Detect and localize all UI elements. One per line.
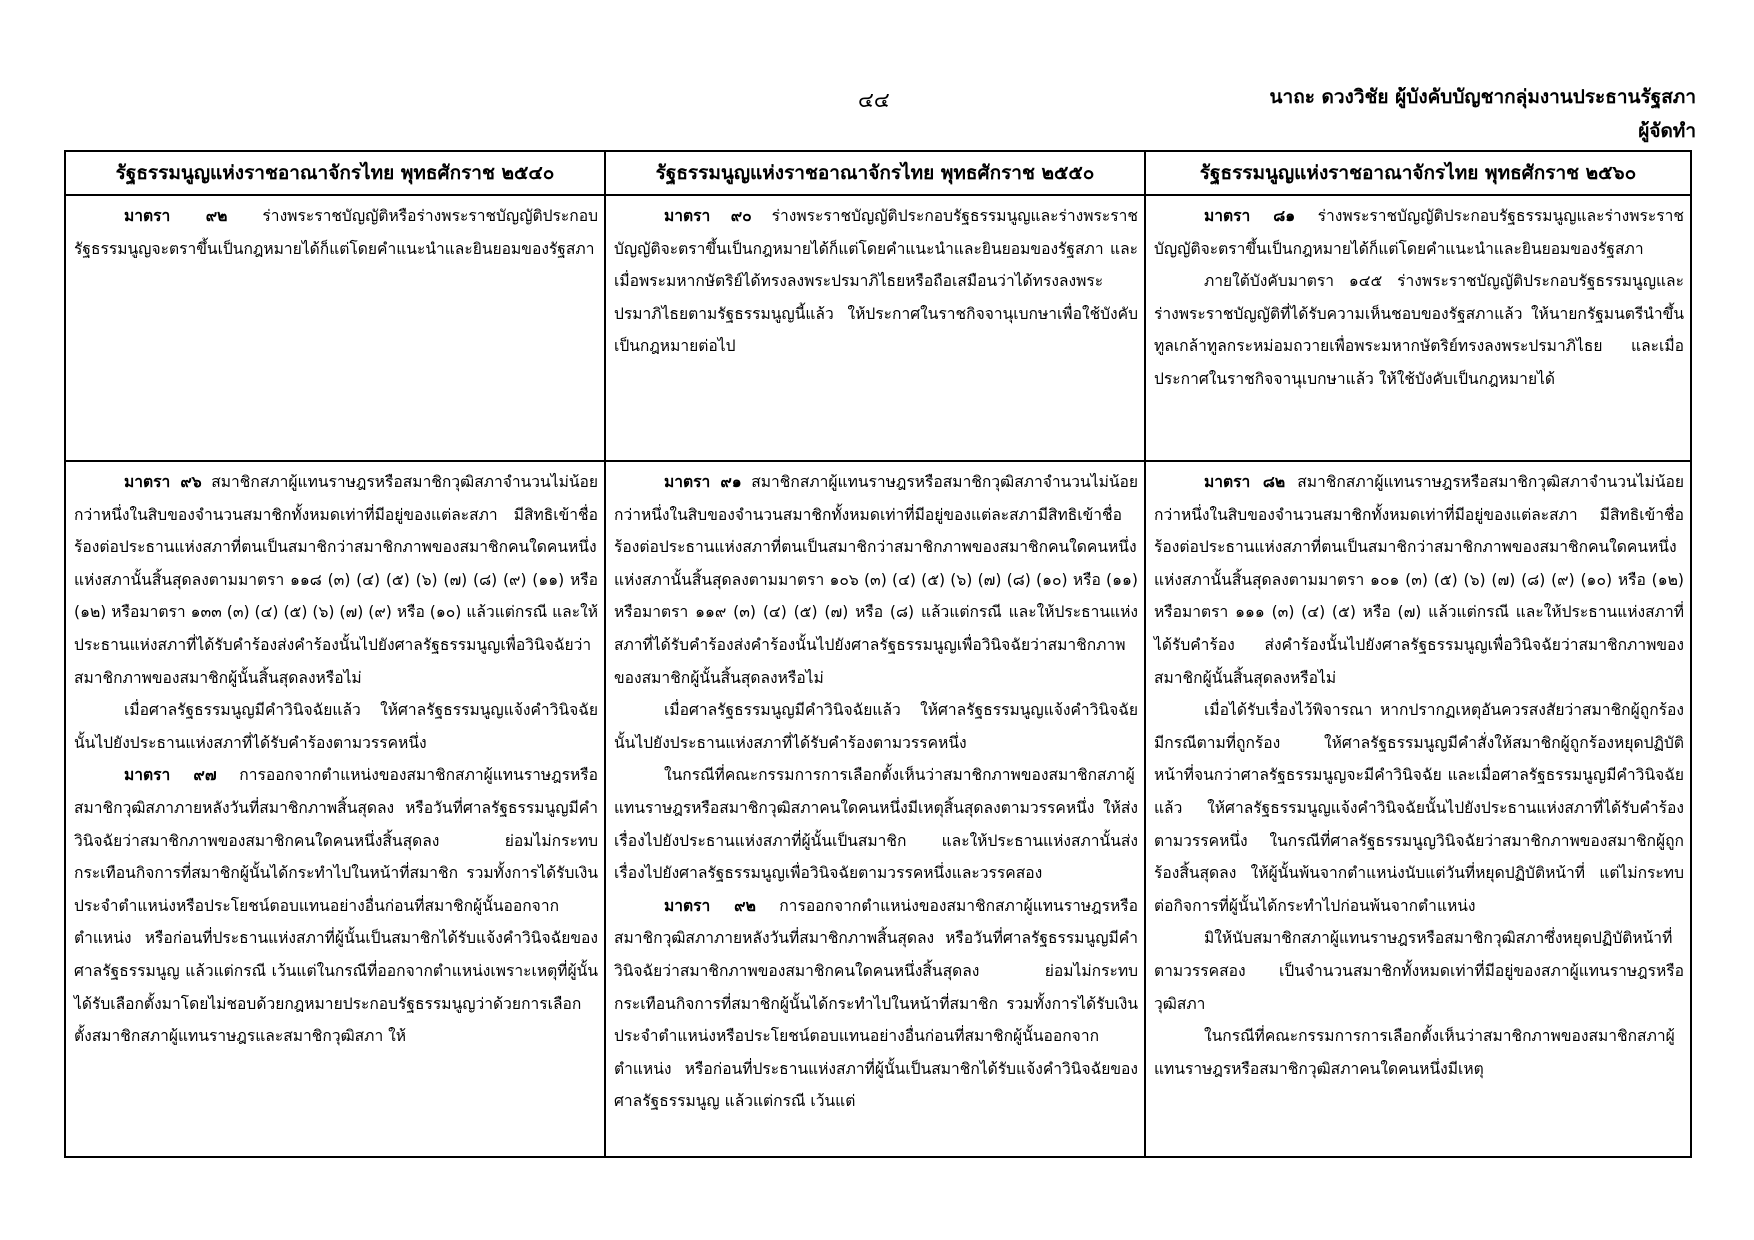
table-row: [65, 195, 1691, 461]
table-header-row: [65, 151, 1691, 195]
section-text: ร่างพระราชบัญญัติหรือร่างพระราชบัญญัติประกอบรัฐธรรมนูญจะตราขึ้นเป็นกฎหมายได้ก็แต่โดยคำแนะนำและยินยอมของรัฐสภา: [74, 207, 598, 258]
paragraph: ในกรณีที่คณะกรรมการการเลือกตั้งเห็นว่าสมาชิกภาพของสมาชิกสภาผู้แทนราษฎรหรือสมาชิกวุฒิสภาคนใดคนหนึ่งมีเหตุสิ้นสุดลงตามวรรคหนึ่ง ให้ส่งเรื่องไปยังประธานแห่งสภาที่ผู้นั้นเป็นสมาชิก และให้ประธานแห่งสภานั้นส่งเรื่องไปยังศาลรัฐธรรมนูญเพื่อวินิจฉัยตามวรรคหนึ่งและวรรคสอง: [614, 766, 1138, 883]
section-text: ร่างพระราชบัญญัติประกอบรัฐธรรมนูญและร่างพระราชบัญญัติจะตราขึ้นเป็นกฎหมายได้ก็แต่โดยคำแนะนำและยินยอมของรัฐสภา และเมื่อพระมหากษัตริย์ได้ทรงลงพระปรมาภิไธยหรือถือเสมือนว่าได้ทรงลงพระปรมาภิไธยตามรัฐธรรมนูญนี้แล้ว ให้ประกาศในราชกิจจานุเบกษาเพื่อใช้บังคับเป็นกฎหมายต่อไป: [614, 207, 1138, 356]
paragraph: มิให้นับสมาชิกสภาผู้แทนราษฎรหรือสมาชิกวุฒิสภาซึ่งหยุดปฏิบัติหน้าที่ตามวรรคสอง เป็นจำนวนสมาชิกทั้งหมดเท่าที่มีอยู่ของสภาผู้แทนราษฎรหรือวุฒิสภา: [1154, 929, 1684, 1013]
section-paragraph: [1154, 200, 1684, 265]
cell-2550: [605, 195, 1145, 461]
section-label: มาตรา ๙๖: [124, 473, 202, 491]
section-label: มาตรา ๙๒: [664, 896, 756, 915]
comparison-table: [64, 150, 1692, 1158]
cell-2560: [1145, 195, 1691, 461]
section-label: มาตรา ๘๑: [1204, 207, 1296, 225]
cell-2540: [65, 461, 605, 1157]
cell-2550: [605, 461, 1145, 1157]
cell-2540: [65, 195, 605, 461]
paragraph: เมื่อได้รับเรื่องไว้พิจารณา หากปรากฏเหตุอันควรสงสัยว่าสมาชิกผู้ถูกร้องมีกรณีตามที่ถูกร้อง ให้ศาลรัฐธรรมนูญมีคำสั่งให้สมาชิกผู้ถูกร้องหยุดปฏิบัติหน้าที่จนกว่าศาลรัฐธรรมนูญจะมีคำวินิจฉัย และเมื่อศาลรัฐธรรมนูญมีคำวินิจฉัยแล้ว ให้ศาลรัฐธรรมนูญแจ้งคำวินิจฉัยนั้นไปยังประธานแห่งสภาที่ได้รับคำร้องตามวรรคหนึ่ง ในกรณีที่ศาลรัฐธรรมนูญวินิจฉัยว่าสมาชิกภาพของสมาชิกผู้ถูกร้องสิ้นสุดลง ให้ผู้นั้นพ้นจากตำแหน่งนับแต่วันที่หยุดปฏิบัติหน้าที่ แต่ไม่กระทบต่อกิจการที่ผู้นั้นได้กระทำไปก่อนพ้นจากตำแหน่ง: [1154, 701, 1684, 915]
section-text: ร่างพระราชบัญญัติประกอบรัฐธรรมนูญและร่างพระราชบัญญัติจะตราขึ้นเป็นกฎหมายได้ก็แต่โดยคำแนะนำและยินยอมของรัฐสภา: [1154, 207, 1684, 258]
section-label: มาตรา ๙๑: [664, 473, 742, 491]
column-header-2540: รัฐธรรมนูญแห่งราชอาณาจักรไทย พุทธศักราช ๒๕๔๐: [65, 151, 605, 195]
section-paragraph: [1154, 466, 1684, 694]
section-paragraph: [614, 466, 1138, 694]
section-label: มาตรา ๙๒: [124, 207, 228, 225]
section-text: สมาชิกสภาผู้แทนราษฎรหรือสมาชิกวุฒิสภาจำนวนไม่น้อยกว่าหนึ่งในสิบของจำนวนสมาชิกทั้งหมดเท่าที่มีอยู่ของแต่ละสภามีสิทธิเข้าชื่อร้องต่อประธานแห่งสภาที่ตนเป็นสมาชิกว่าสมาชิกภาพของสมาชิกคนใดคนหนึ่งแห่งสภานั้นสิ้นสุดลงตามมาตรา ๑๐๖ (๓) (๔) (๕) (๖) (๗) (๘) (๑๐) หรือ (๑๑) หรือมาตรา ๑๑๙ (๓) (๔) (๕) (๗) หรือ (๘) แล้วแต่กรณี และให้ประธานแห่งสภาที่ได้รับคำร้องส่งคำร้องนั้นไปยังศาลรัฐธรรมนูญเพื่อวินิจฉัยว่าสมาชิกภาพของสมาชิกผู้นั้นสิ้นสุดลงหรือไม่: [614, 473, 1139, 687]
section-label: มาตรา ๙๐: [664, 207, 752, 225]
author-name-line: นาถะ ดวงวิชัย ผู้บังคับบัญชากลุ่มงานประธานรัฐสภา: [1269, 86, 1696, 108]
section-paragraph: [614, 890, 1138, 1118]
paragraph: เมื่อศาลรัฐธรรมนูญมีคำวินิจฉัยแล้ว ให้ศาลรัฐธรรมนูญแจ้งคำวินิจฉัยนั้นไปยังประธานแห่งสภาที่ได้รับคำร้องตามวรรคหนึ่ง: [74, 701, 598, 752]
paragraph: ภายใต้บังคับมาตรา ๑๔๕ ร่างพระราชบัญญัติประกอบรัฐธรรมนูญและร่างพระราชบัญญัติที่ได้รับความเห็นชอบของรัฐสภาแล้ว ให้นายกรัฐมนตรีนำขึ้นทูลเกล้าทูลกระหม่อมถวายเพื่อพระมหากษัตริย์ทรงลงพระปรมาภิไธย และเมื่อประกาศในราชกิจจานุเบกษาแล้ว ให้ใช้บังคับเป็นกฎหมายได้: [1154, 272, 1684, 388]
cell-2560: [1145, 461, 1691, 1157]
column-header-2550: รัฐธรรมนูญแห่งราชอาณาจักรไทย พุทธศักราช ๒๕๕๐: [605, 151, 1145, 195]
section-text: สมาชิกสภาผู้แทนราษฎรหรือสมาชิกวุฒิสภาจำนวนไม่น้อยกว่าหนึ่งในสิบของจำนวนสมาชิกทั้งหมดเท่าที่มีอยู่ของแต่ละสภา มีสิทธิเข้าชื่อร้องต่อประธานแห่งสภาที่ตนเป็นสมาชิกว่าสมาชิกภาพของสมาชิกคนใดคนหนึ่งแห่งสภานั้นสิ้นสุดลงตามมาตรา ๑๐๑ (๓) (๕) (๖) (๗) (๘) (๙) (๑๐) หรือ (๑๒) หรือมาตรา ๑๑๑ (๓) (๔) (๕) หรือ (๗) แล้วแต่กรณี และให้ประธานแห่งสภาที่ได้รับคำร้อง ส่งคำร้องนั้นไปยังศาลรัฐธรรมนูญเพื่อวินิจฉัยว่าสมาชิกภาพของสมาชิกผู้นั้นสิ้นสุดลงหรือไม่: [1154, 473, 1684, 687]
page-number: ๔๔: [858, 88, 890, 112]
section-paragraph: [614, 200, 1138, 363]
section-paragraph: [74, 200, 598, 265]
paragraph: ในกรณีที่คณะกรรมการการเลือกตั้งเห็นว่าสมาชิกภาพของสมาชิกสภาผู้แทนราษฎรหรือสมาชิกวุฒิสภาคนใดคนหนึ่งมีเหตุ: [1154, 1027, 1675, 1078]
section-paragraph: [74, 466, 598, 694]
column-header-2560: รัฐธรรมนูญแห่งราชอาณาจักรไทย พุทธศักราช ๒๕๖๐: [1145, 151, 1691, 195]
section-label: มาตรา ๙๗: [124, 766, 217, 785]
table-row: [65, 461, 1691, 1157]
section-text: สมาชิกสภาผู้แทนราษฎรหรือสมาชิกวุฒิสภาจำนวนไม่น้อยกว่าหนึ่งในสิบของจำนวนสมาชิกทั้งหมดเท่าที่มีอยู่ของแต่ละสภา มีสิทธิเข้าชื่อร้องต่อประธานแห่งสภาที่ตนเป็นสมาชิกว่าสมาชิกภาพของสมาชิกคนใดคนหนึ่งแห่งสภานั้นสิ้นสุดลงตามมาตรา ๑๑๘ (๓) (๔) (๕) (๖) (๗) (๘) (๙) (๑๑) หรือ (๑๒) หรือมาตรา ๑๓๓ (๓) (๔) (๕) (๖) (๗) (๙) หรือ (๑๐) แล้วแต่กรณี และให้ประธานแห่งสภาที่ได้รับคำร้องส่งคำร้องนั้นไปยังศาลรัฐธรรมนูญเพื่อวินิจฉัยว่าสมาชิกภาพของสมาชิกผู้นั้นสิ้นสุดลงหรือไม่: [74, 473, 599, 687]
section-text: การออกจากตำแหน่งของสมาชิกสภาผู้แทนราษฎรหรือสมาชิกวุฒิสภาภายหลังวันที่สมาชิกภาพสิ้นสุดลง หรือวันที่ศาลรัฐธรรมนูญมีคำวินิจฉัยว่าสมาชิกภาพของสมาชิกคนใดคนหนึ่งสิ้นสุดลง ย่อมไม่กระทบกระเทือนกิจการที่สมาชิกผู้นั้นได้กระทำไปในหน้าที่สมาชิก รวมทั้งการได้รับเงินประจำตำแหน่งหรือประโยชน์ตอบแทนอย่างอื่นก่อนที่สมาชิกผู้นั้นออกจากตำแหน่ง หรือก่อนที่ประธานแห่งสภาที่ผู้นั้นเป็นสมาชิกได้รับแจ้งคำวินิจฉัยของศาลรัฐธรรมนูญ แล้วแต่กรณี เว้นแต่: [614, 896, 1138, 1111]
section-text: การออกจากตำแหน่งของสมาชิกสภาผู้แทนราษฎรหรือสมาชิกวุฒิสภาภายหลังวันที่สมาชิกภาพสิ้นสุดลง หรือวันที่ศาลรัฐธรรมนูญมีคำวินิจฉัยว่าสมาชิกภาพของสมาชิกคนใดคนหนึ่งสิ้นสุดลง ย่อมไม่กระทบกระเทือนกิจการที่สมาชิกผู้นั้นได้กระทำไปในหน้าที่สมาชิก รวมทั้งการได้รับเงินประจำตำแหน่งหรือประโยชน์ตอบแทนอย่างอื่นก่อนที่สมาชิกผู้นั้นออกจากตำแหน่ง หรือก่อนที่ประธานแห่งสภาที่ผู้นั้นเป็นสมาชิกได้รับแจ้งคำวินิจฉัยของศาลรัฐธรรมนูญ แล้วแต่กรณี เว้นแต่ในกรณีที่ออกจากตำแหน่งเพราะเหตุที่ผู้นั้นได้รับเลือกตั้งมาโดยไม่ชอบด้วยกฎหมายประกอบรัฐธรรมนูญว่าด้วยการเลือกตั้งสมาชิกสภาผู้แทนราษฎรและสมาชิกวุฒิสภา ให้: [74, 766, 599, 1046]
author-role-line: ผู้จัดทำ: [1638, 120, 1696, 142]
section-label: มาตรา ๘๒: [1204, 473, 1286, 491]
author-block: [1270, 80, 1696, 148]
section-paragraph: [74, 759, 598, 1052]
paragraph: เมื่อศาลรัฐธรรมนูญมีคำวินิจฉัยแล้ว ให้ศาลรัฐธรรมนูญแจ้งคำวินิจฉัยนั้นไปยังประธานแห่งสภาที่ได้รับคำร้องตามวรรคหนึ่ง: [614, 701, 1138, 752]
